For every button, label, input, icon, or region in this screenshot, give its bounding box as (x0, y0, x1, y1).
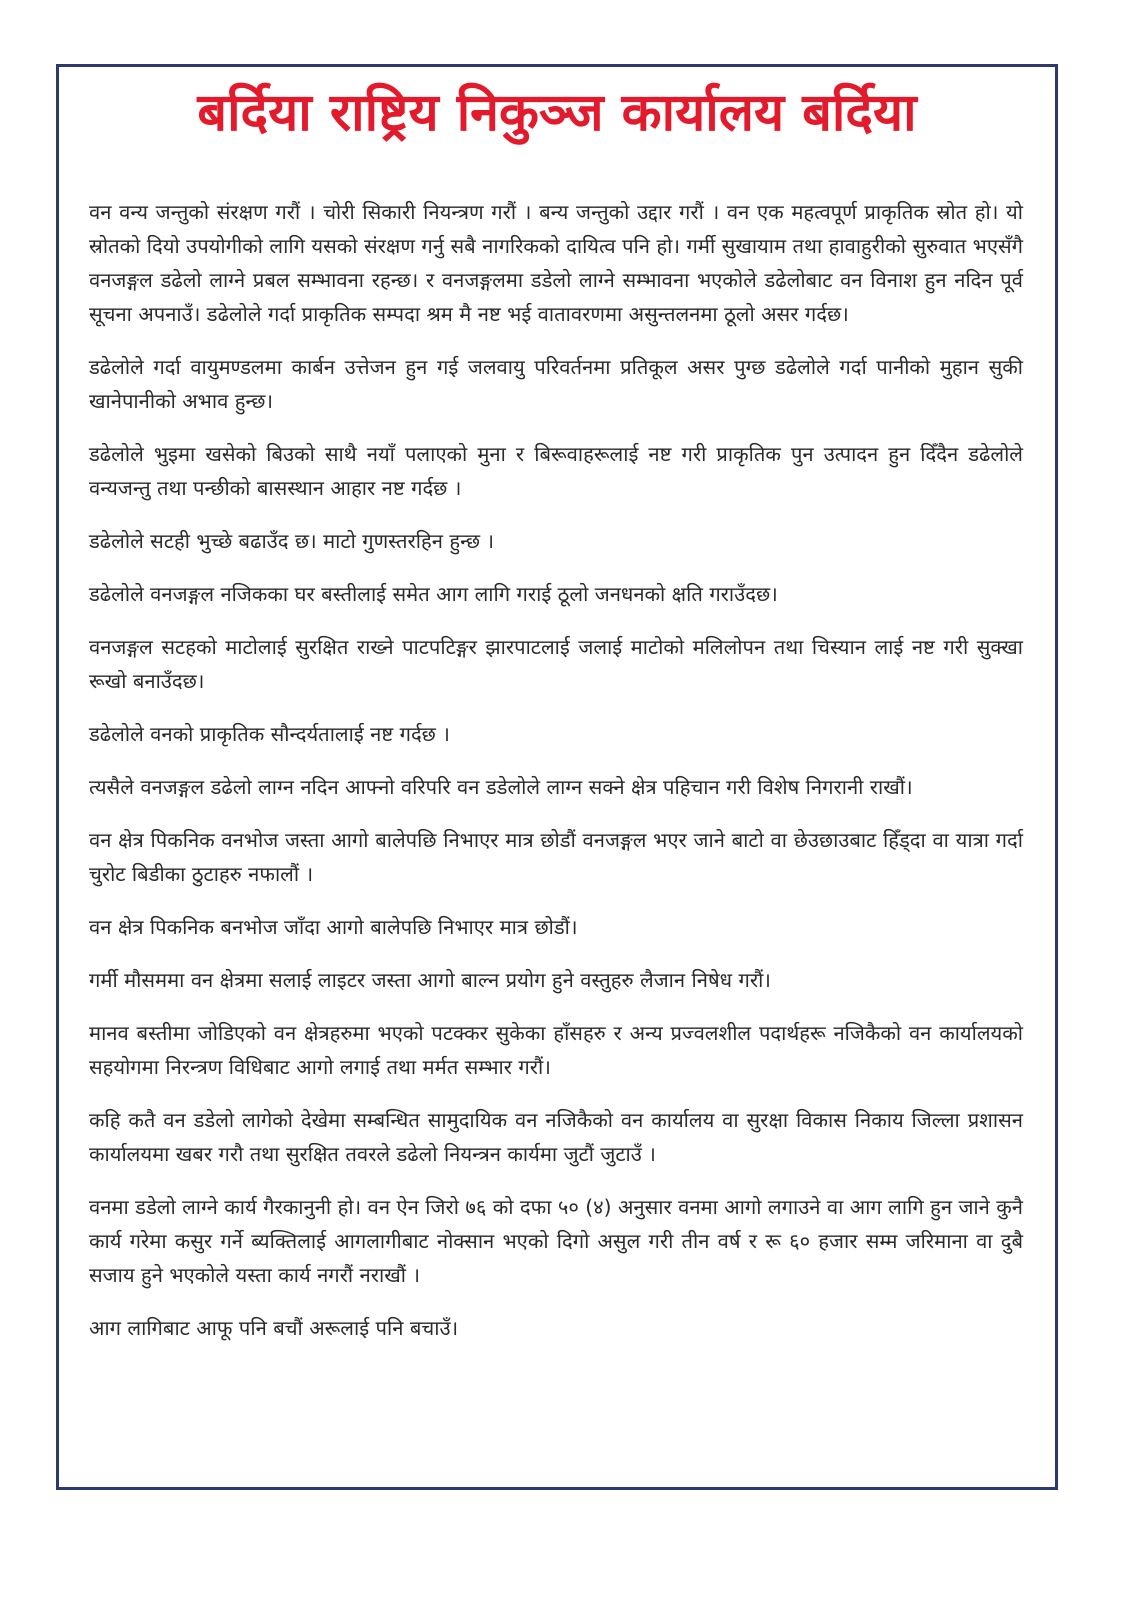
paragraph-picnic-cigarettes: वन क्षेत्र पिकनिक वनभोज जस्ता आगो बालेपछि निभाएर मात्र छोडौं वनजङ्गल भएर जाने बाटो वा छेउछाउबाट हिँड्दा वा यात्रा गर्दा चुरोट बिडीका ठुटाहरु नफालौं । (89, 828, 1023, 886)
paragraph-monitoring: त्यसैले वनजङ्गल डढेलो लाग्न नदिन आफ्नो वरिपरि वन डडेलोले लाग्न सक्ने क्षेत्र पहिचान गरी विशेष निगरानी राखौं। (89, 775, 913, 799)
notice-frame (56, 64, 1058, 1490)
paragraph-carbon-effect: डढेलोले गर्दा वायुमण्डलमा कार्बन उत्तेजन हुन गई जलवायु परिवर्तनमा प्रतिकूल असर पुग्छ डढेलोले गर्दा पानीको मुहान सुकी खानेपानीको अभाव हुन्छ। (89, 355, 1023, 413)
paragraph-legal-penalty: वनमा डडेलो लाग्ने कार्य गैरकानुनी हो। वन ऐन जिरो ७६ को दफा ५० (४) अनुसार वनमा आगो लगाउने वा आग लागि हुन जाने कुनै कार्य गरेमा कसुर गर्ने ब्यक्तिलाई आगलागीबाट नोक्सान भएको दिगो असुल गरी तीन वर्ष र रू ६० हजार सम्म जरिमाना वा दुबै सजाय हुने भएकोले यस्ता कार्य नगरौं नराखौं । (89, 1195, 1023, 1287)
paragraph-controlled-burning: मानव बस्तीमा जोडिएको वन क्षेत्रहरुमा भएको पटक्कर सुकेका हाँसहरु र अन्य प्रज्वलशील पदार्थहरू नजिकैको वन कार्यालयको सहयोगमा निरन्त्रण विधिबाट आगो लगाई तथा मर्मत सम्भार गरौं। (89, 1021, 1023, 1079)
paragraph-settlement-damage: डढेलोले वनजङ्गल नजिकका घर बस्तीलाई समेत आग लागि गराई ठूलो जनधनको क्षति गराउँदछ। (89, 582, 778, 606)
paragraph-closing: आग लागिबाट आफू पनि बचौं अरूलाई पनि बचाउँ। (89, 1316, 459, 1340)
notice-body (89, 195, 1023, 1345)
paragraph-report-fire: कहि कतै वन डडेलो लागेको देखेमा सम्बन्धित सामुदायिक वन नजिकैको वन कार्यालय वा सुरक्षा विकास निकाय जिल्ला प्रशासन कार्यालयमा खबर गरौ तथा सुरक्षित तवरले डढेलो नियन्त्रन कार्यमा जुटौं जुटाउँ । (89, 1108, 1023, 1166)
paragraph-lighter-ban: गर्मी मौसममा वन क्षेत्रमा सलाई लाइटर जस्ता आगो बाल्न प्रयोग हुने वस्तुहरु लैजान निषेध गरौं। (89, 968, 771, 992)
paragraph-regeneration-damage: डढेलोले भुइमा खसेको बिउको साथै नयाँ पलाएको मुना र बिरूवाहरूलाई नष्ट गरी प्राकृतिक पुन उत्पादन हुन दिँदैन डढेलोले वन्यजन्तु तथा पन्छीको बासस्थान आहार नष्ट गर्दछ । (89, 442, 1023, 500)
paragraph-soil-quality: डढेलोले सटही भुच्छे बढाउँद छ। माटो गुणस्तरहिन हुन्छ । (89, 529, 495, 553)
notice-title: बर्दिया राष्ट्रिय निकुञ्ज कार्यालय बर्दिया (197, 83, 917, 143)
paragraph-picnic-fire: वन क्षेत्र पिकनिक बनभोज जाँदा आगो बालेपछि निभाएर मात्र छोडौं। (89, 915, 578, 939)
paragraph-natural-beauty: डढेलोले वनको प्राकृतिक सौन्दर्यतालाई नष्ट गर्दछ । (89, 722, 450, 746)
paragraph-conservation-intro: वन वन्य जन्तुको संरक्षण गरौं । चोरी सिकारी नियन्त्रण गरौं । बन्य जन्तुको उद्दार गरौं । वन एक महत्वपूर्ण प्राकृतिक स्रोत हो। यो स्रोतको दियो उपयोगीको लागि यसको संरक्षण गर्नु सबै नागरिकको दायित्व पनि हो। गर्मी सुखायाम तथा हावाहुरीको सुरुवात भएसँगै वनजङ्गल डढेलो लाग्ने प्रबल सम्भावना रहन्छ। र वनजङ्गलमा डडेलो लाग्ने सम्भावना भएकोले डढेलोबाट वन विनाश हुन नदिन पूर्व सूचना अपनाउँ। डढेलोले गर्दा प्राकृतिक सम्पदा श्रम मै नष्ट भई वातावरणमा असुन्तलनमा ठूलो असर गर्दछ। (89, 200, 1023, 326)
paragraph-soil-moisture: वनजङ्गल सटहको माटोलाई सुरक्षित राख्ने पाटपटिङ्गर झारपाटलाई जलाई माटोको मलिलोपन तथा चिस्यान लाई नष्ट गरी सुक्खा रूखो बनाउँदछ। (89, 635, 1023, 693)
